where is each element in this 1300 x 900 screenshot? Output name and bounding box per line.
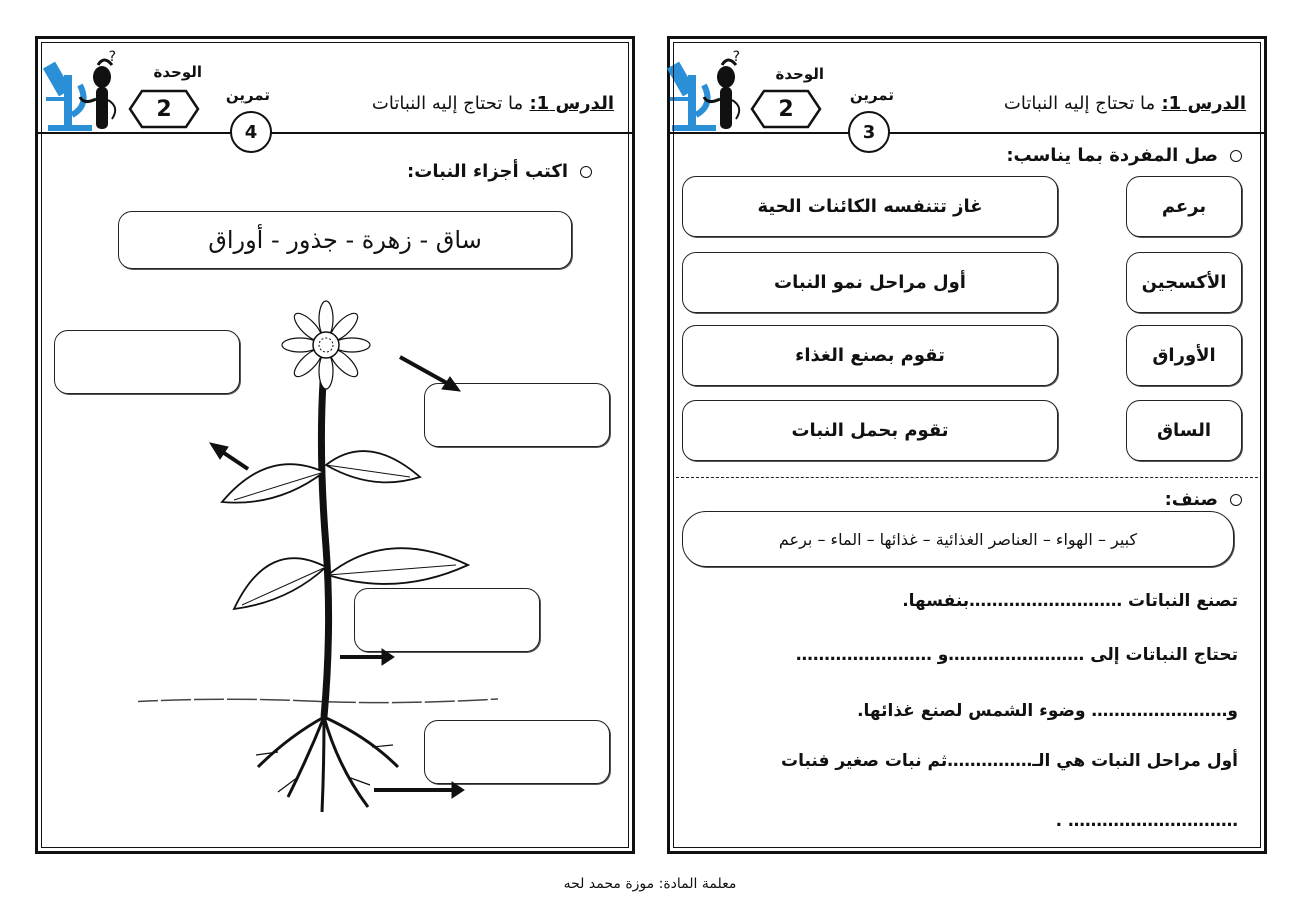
exercise-number: 3 [848,111,890,153]
scientist-microscope-icon [664,45,764,135]
bullet-circle-icon [1230,150,1242,162]
scientist-microscope-icon [40,45,140,135]
sentence-2[interactable]: تحتاج النباتات إلى ……………………و …………………… [795,645,1238,665]
sentence-1[interactable]: تصنع النباتات ………………………بنفسها. [902,591,1238,611]
match-definition-2[interactable]: أول مراحل نمو النبات [682,252,1058,313]
sentence-5[interactable]: ………………………… . [1055,811,1238,831]
instruction-match: صل المفردة بما يناسب: [1006,145,1242,166]
match-word-4[interactable]: الساق [1126,400,1242,461]
match-definition-4[interactable]: تقوم بحمل النبات [682,400,1058,461]
lesson-name: ما تحتاج إليه النباتات [1003,93,1156,114]
sunflower-plant-icon [138,297,498,817]
bullet-circle-icon [580,166,592,178]
worksheet-exercise-4 [35,36,635,854]
lesson-name: ما تحتاج إليه النباتات [371,93,524,114]
unit-number: 2 [156,96,172,122]
unit-label: الوحدة [153,63,202,81]
svg-text:?: ? [108,49,116,65]
plant-parts-word-bank: ساق - زهرة - جذور - أوراق [118,211,572,269]
match-word-2[interactable]: الأكسجين [1126,252,1242,313]
sentence-4[interactable]: أول مراحل النبات هي الـ……………ثم نبات صغير فنبات [780,751,1238,771]
section-divider [676,477,1258,478]
worksheet-header [38,39,632,143]
sentence-3[interactable]: و…………………… وضوء الشمس لصنع غذائها. [857,701,1238,721]
lesson-label: الدرس 1: [529,93,614,114]
instruction-classify: صنف: [1165,489,1242,510]
lesson-title [372,93,614,114]
svg-text:?: ? [732,49,740,65]
instruction-label-parts: اكتب أجزاء النبات: [407,161,592,182]
unit-label: الوحدة [775,65,824,83]
worksheet-exercise-3 [667,36,1267,854]
classify-word-bank: كبير – الهواء – العناصر الغذائية – غذائها – الماء – برعم [682,511,1234,567]
exercise-label: تمرين [225,86,270,104]
exercise-number: 4 [230,111,272,153]
exercise-label: تمرين [849,86,894,104]
match-definition-1[interactable]: غاز تتنفسه الكائنات الحية [682,176,1058,237]
match-word-3[interactable]: الأوراق [1126,325,1242,386]
match-word-1[interactable]: برعم [1126,176,1242,237]
lesson-label: الدرس 1: [1161,93,1246,114]
lesson-title [1004,93,1246,114]
teacher-footer: معلمة المادة: موزة محمد لحه [563,876,737,892]
unit-number: 2 [778,96,794,122]
bullet-circle-icon [1230,494,1242,506]
worksheet-header [670,39,1264,143]
match-definition-3[interactable]: تقوم بصنع الغذاء [682,325,1058,386]
